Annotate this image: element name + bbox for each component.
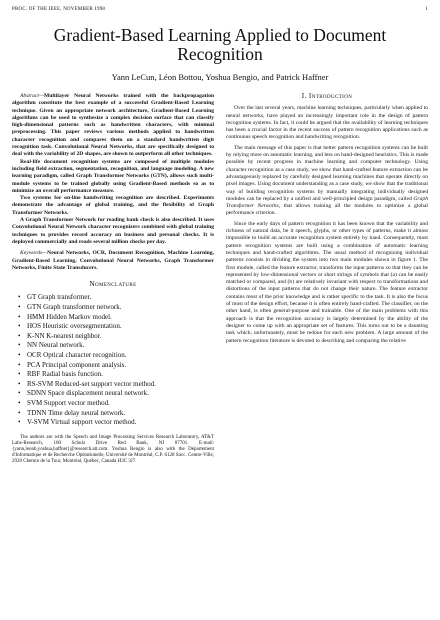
nomenclature-list [18, 293, 214, 427]
bullet-icon: • [18, 312, 21, 321]
abstract-paragraph-4: A Graph Transformer Network for reading bank check is also described. It uses Convolutional Neural Network character recognizers combined with global training techniques to provides record accuracy on business and personal checks. It is deployed commercially and reads several million checks per day. [12, 217, 214, 245]
nomenclature-item [18, 303, 214, 313]
nomenclature-item-text: GTN Graph transformer network. [27, 303, 122, 312]
nomenclature-item [18, 313, 214, 323]
nomenclature-item-text: K-NN K-nearest neighbor. [27, 331, 102, 340]
bullet-icon: • [18, 389, 21, 398]
nomenclature-item [18, 418, 214, 428]
running-header [12, 0, 428, 17]
nomenclature-item-text: SVM Support vector method. [27, 398, 110, 407]
nomenclature-item [18, 389, 214, 399]
abstract-text-1: Multilayer Neural Networks trained with the backpropagation algorithm constitute the best example of a successful Gradient-Based Learning technique. Given an appropriate network architecture, Gradient-Based Learning algorithms can be used to synthesize a complex decision surface that can classify high-dimensional patterns such as handwritten characters, with minimal preprocessing. This paper reviews various methods applied to handwritten character recognition and compares them on a standard handwritten digit recognition task. Convolutional Neural Networks, that are specifically designed to deal with the variability of 2D shapes, are shown to outperform all other techniques. [12, 93, 214, 158]
nomenclature-item [18, 322, 214, 332]
keywords-paragraph [12, 250, 214, 272]
left-column [12, 93, 214, 465]
bullet-icon: • [18, 370, 21, 379]
bullet-icon: • [18, 303, 21, 312]
abstract-paragraph-2: Real-life document recognition systems are composed of multiple modules including field extraction, segmentation, recognition, and language modeling. A new learning paradigm, called Graph Transformer Networks (GTN), allows such multi-module systems to be trained globally using Gradient-Based methods so as to minimize an overall performance measure. [12, 158, 214, 194]
nomenclature-item-text: PCA Principal component analysis. [27, 360, 127, 369]
nomenclature-item [18, 380, 214, 390]
introduction-heading: I. Introduction [301, 92, 353, 100]
intro-paragraph-2 [226, 145, 428, 218]
nomenclature-item-text: TDNN Time delay neural network. [27, 408, 126, 417]
paper-title: Gradient-Based Learning Applied to Document Recognition [53, 25, 387, 64]
journal-line: PROC. OF THE IEEE, NOVEMBER 1998 [12, 7, 106, 12]
intro-text-2c: , that allows training all the modules to optimize a global performance criterion. [226, 203, 428, 217]
nomenclature-item [18, 370, 214, 380]
bullet-icon: • [18, 331, 21, 340]
nomenclature-item [18, 341, 214, 351]
two-column-body [12, 93, 428, 465]
nomenclature-item-text: V-SVM Virtual support vector method. [27, 418, 137, 427]
intro-gtn-term: Graph Transformer Networks [226, 195, 428, 210]
abstract-paragraph-1 [12, 93, 214, 159]
nomenclature-item-text: HOS Heuristic oversegmentation. [27, 322, 122, 331]
intro-text-2a: The main message of this paper is that better pattern recognition systems can be built by relying more on automatic learning, and less on hand-designed heuristics. This is made possible by recent progress in machine learning and computer technology. Using character recognition as a case study, we show that hand-crafted feature extraction can be advantageously replaced by carefully designed learning machines that operate directly on pixel images. Using document understanding as a case study, we show that the traditional way of building recognition systems by manually integrating individually designed modules can be replaced by a unified and well-principled design paradigm, called [226, 144, 428, 202]
keywords-text: Neural Networks, OCR, Document Recognition, Machine Learning, Gradient-Based Learning, Convolutional Neural Networks, Graph Transformer Networks, Finite State Transducers. [12, 250, 214, 271]
author-affiliation-footnote: The authors are with the Speech and Image Processing Services Research Laboratory, AT&T Labs-Research, 100 Schulz Drive Red Bank, NJ 07701. E-mail: {yann,leonb,yoshua,haffner}@research.att.com. Yoshua Bengio is also with the Département d'Informatique et de Recherche Opérationelle, Université de Montréal, C.P. 6128 Succ. Centre-Ville, 2920 Chemin de la Tour, Montréal, Québec, Canada H3C 3J7. [12, 434, 214, 465]
page-number: 1 [425, 7, 428, 12]
keywords-label: Keywords— [20, 250, 48, 257]
abstract-label: Abstract— [20, 93, 44, 99]
nomenclature-item-text: HMM Hidden Markov model. [27, 312, 112, 321]
bullet-icon: • [18, 360, 21, 369]
intro-paragraph-3: Since the early days of pattern recognition it has been known that the variability and richness of natural data, be it speech, glyphs, or other types of patterns, make it almost impossible to build an accurate recognition system entirely by hand. Consequently, most pattern recognition systems are built using a combination of automatic learning techniques and hand-crafted algorithms. The usual method of recognizing individual patterns consists in dividing the system into two main modules shown in figure 1. The first module, called the feature extractor, transforms the input patterns so that they can be represented by low-dimensional vectors or short strings of symbols that (a) can be easily matched or compared, and (b) are relatively invariant with respect to transformations and distortions of the input patterns that do not change their nature. The feature extractor contains most of the prior knowledge and is rather specific to the task. It is also the focus of most of the design effort, because it is often entirely hand-crafted. The classifier, on the other hand, is often general-purpose and trainable. One of the main problems with this approach is that the recognition accuracy is largely determined by the ability of the designer to come up with an appropriate set of features. This turns out to be a daunting task which, unfortunately, must be redone for each new problem. A large amount of the pattern recognition literature is devoted to describing and comparing the relative [226, 220, 428, 344]
nomenclature-item [18, 361, 214, 371]
intro-paragraph-1: Over the last several years, machine learning techniques, particularly when applied to neural networks, have played an increasingly important role in the design of pattern recognition systems. In fact, it could be argued that the availability of learning techniques has been a crucial factor in the recent success of pattern recognition applications such as continuous speech recognition and handwriting recognition. [226, 105, 428, 141]
abstract-paragraph-3: Two systems for on-line handwriting recognition are described. Experiments demonstrate the advantage of global training, and the flexibility of Graph Transformer Networks. [12, 195, 214, 216]
bullet-icon: • [18, 418, 21, 427]
author-list: Yann LeCun, Léon Bottou, Yoshua Bengio, and Patrick Haffner [111, 72, 329, 82]
nomenclature-heading: Nomenclature [89, 280, 137, 289]
nomenclature-item-text: GT Graph transformer. [27, 293, 92, 302]
nomenclature-item-text: OCR Optical character recognition. [27, 350, 127, 359]
nomenclature-item [18, 409, 214, 419]
bullet-icon: • [18, 379, 21, 388]
nomenclature-item [18, 351, 214, 361]
bullet-icon: • [18, 398, 21, 407]
nomenclature-item [18, 293, 214, 303]
bullet-icon: • [18, 350, 21, 359]
nomenclature-item [18, 399, 214, 409]
nomenclature-item-text: RS-SVM Reduced-set support vector method. [27, 379, 156, 388]
nomenclature-item-text: SDNN Space displacement neural network. [27, 389, 149, 398]
bullet-icon: • [18, 341, 21, 350]
nomenclature-item-text: NN Neural network. [27, 341, 85, 350]
bullet-icon: • [18, 293, 21, 302]
bullet-icon: • [18, 322, 21, 331]
nomenclature-item [18, 332, 214, 342]
right-column [226, 93, 428, 465]
nomenclature-item-text: RBF Radial basis function. [27, 370, 103, 379]
bullet-icon: • [18, 408, 21, 417]
